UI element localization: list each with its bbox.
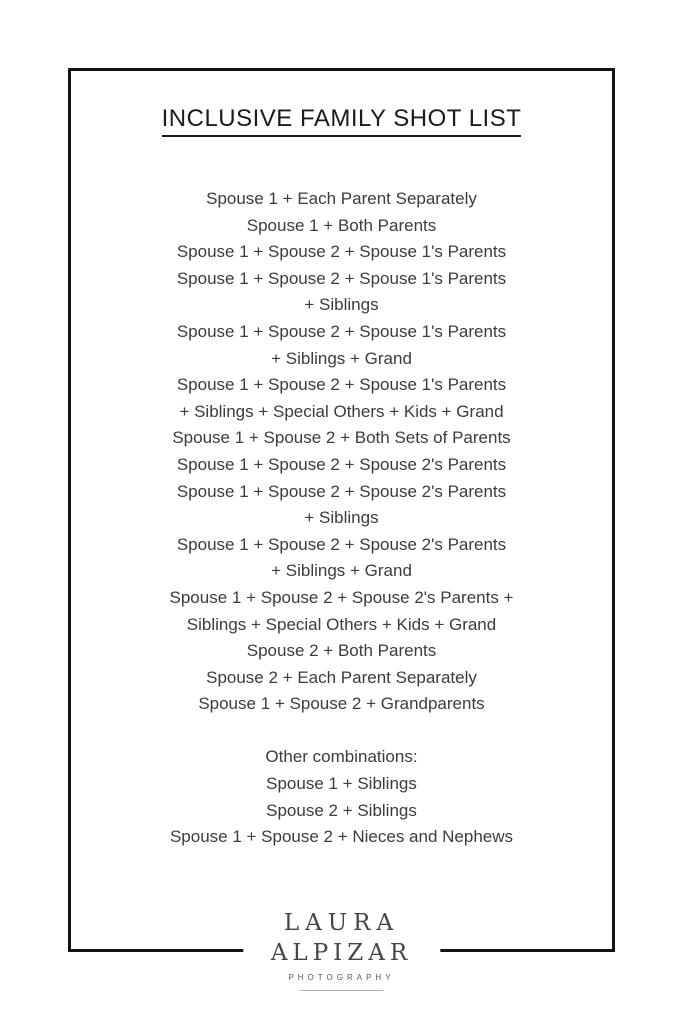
logo-divider-rule xyxy=(299,990,383,991)
shot-list xyxy=(0,186,683,851)
shot-list-line: + Siblings + Grand xyxy=(271,348,412,368)
shot-list-line: + Siblings + Special Others + Kids + Grand xyxy=(179,401,504,421)
shot-list-line: Spouse 1 + Spouse 2 + Spouse 2's Parents + xyxy=(169,587,514,607)
shot-list-line: Spouse 1 + Spouse 2 + Spouse 1's Parents xyxy=(176,375,507,395)
shot-list-line: Spouse 1 + Spouse 2 + Spouse 1's Parents xyxy=(176,242,507,262)
shot-list-line: Spouse 1 + Spouse 2 + Spouse 1's Parents xyxy=(176,268,507,288)
other-combinations-line: Spouse 2 + Siblings xyxy=(266,800,417,820)
title-wrap xyxy=(0,106,683,137)
shot-list-line: + Siblings xyxy=(304,295,379,315)
other-combinations-heading: Other combinations: xyxy=(265,747,418,767)
shot-list-line: Spouse 1 + Spouse 2 + Spouse 2's Parents xyxy=(176,534,507,554)
shot-list-line: Spouse 1 + Each Parent Separately xyxy=(206,189,477,208)
shot-list-line: + Siblings xyxy=(304,508,379,528)
shot-list-line: + Siblings + Grand xyxy=(271,561,412,581)
other-combinations-line: Spouse 1 + Siblings xyxy=(266,774,417,794)
shot-list-line: Spouse 2 + Each Parent Separately xyxy=(206,667,477,687)
shot-list-line: Siblings + Special Others + Kids + Grand xyxy=(186,614,497,634)
other-combinations-lines xyxy=(0,771,683,851)
logo-name-line1: LAURA xyxy=(283,910,400,936)
shot-list-line: Spouse 1 + Spouse 2 + Spouse 1's Parents xyxy=(176,321,507,341)
page-title: INCLUSIVE FAMILY SHOT LIST xyxy=(162,106,522,137)
shot-list-line: Spouse 1 + Spouse 2 + Both Sets of Parents xyxy=(172,428,511,448)
shot-list-line: Spouse 1 + Spouse 2 + Grandparents xyxy=(198,694,485,714)
shot-list-line: Spouse 1 + Spouse 2 + Spouse 2's Parents xyxy=(176,454,507,474)
logo-subtitle: PHOTOGRAPHY xyxy=(288,973,395,982)
shot-list-line: Spouse 1 + Spouse 2 + Spouse 2's Parents xyxy=(176,481,507,501)
logo-name-line2: ALPIZAR xyxy=(270,940,413,966)
shot-list-lines xyxy=(0,186,683,718)
shot-list-line: Spouse 2 + Both Parents xyxy=(246,641,437,661)
section-spacer xyxy=(0,718,683,745)
photographer-logo xyxy=(243,908,440,991)
shot-list-line: Spouse 1 + Both Parents xyxy=(246,215,437,235)
other-combinations-line: Spouse 1 + Spouse 2 + Nieces and Nephews xyxy=(169,827,514,847)
